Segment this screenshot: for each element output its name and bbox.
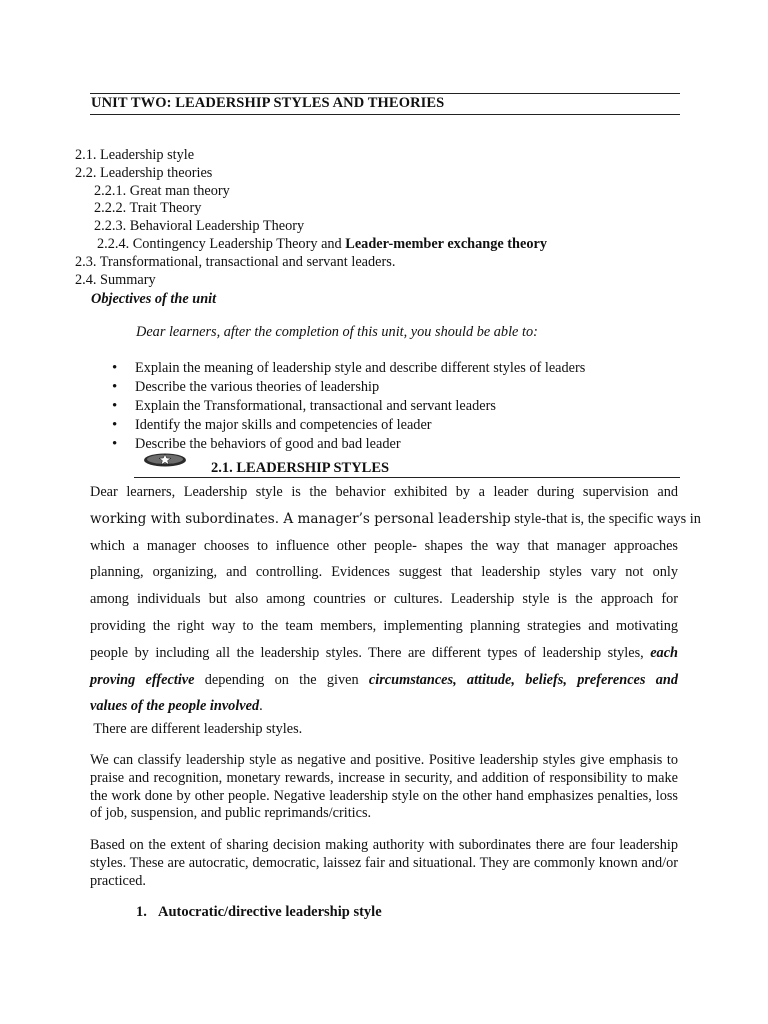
objectives-intro: Dear learners, after the completion of this unit, you should be able to: <box>136 324 538 340</box>
numbered-heading-text: Autocratic/directive leadership style <box>158 904 382 920</box>
emphasis-text: values of the people involved <box>90 698 260 715</box>
list-number: 1. <box>136 904 147 920</box>
paragraph-line: planning, organizing, and controlling. Evidences suggest that leadership styles vary not only <box>90 564 678 581</box>
numbered-heading <box>136 904 382 921</box>
emphasis-text: circumstances, attitude, beliefs, preferences and <box>368 671 678 688</box>
toc-item: 2.2.2. Trait Theory <box>94 200 202 217</box>
toc-item: 2.4. Summary <box>75 271 156 288</box>
objectives-list <box>110 359 585 454</box>
body-paragraph-2: There are different leadership styles. <box>90 721 303 737</box>
toc-item-bold-text: Leader-member exchange theory <box>345 235 547 252</box>
toc-item: 2.1. Leadership style <box>75 147 195 163</box>
body-paragraph-4: Based on the extent of sharing decision making authority with subordinates there are four leadership styles. These are autocratic, democratic, laissez fair and situational. They are commonly known and/or practiced. <box>90 837 678 889</box>
emphasis-text: each <box>650 644 678 661</box>
list-item: • Describe the behaviors of good and bad leader <box>110 435 585 454</box>
list-item: • Describe the various theories of leadership <box>110 378 585 397</box>
body-paragraph-1 <box>90 479 701 720</box>
toc-item-text: 2.2.4. Contingency Leadership Theory and <box>97 235 346 252</box>
unit-title: UNIT TWO: LEADERSHIP STYLES AND THEORIES <box>91 95 445 111</box>
paragraph-text: depending on the given <box>194 671 369 688</box>
objectives-heading: Objectives of the unit <box>91 291 217 307</box>
paragraph-line <box>90 640 678 667</box>
paragraph-line: among individuals but also among countries or cultures. Leadership style is the approach for <box>90 591 678 608</box>
paragraph-line: which a manager chooses to influence other people- shapes the way that manager approaches <box>90 537 678 554</box>
toc-item: 2.2.3. Behavioral Leadership Theory <box>94 218 305 235</box>
paragraph-line <box>90 693 678 720</box>
toc-item: 2.2. Leadership theories <box>75 164 213 181</box>
paragraph-line: Dear learners, Leadership style is the behavior exhibited by a leader during supervision and <box>90 484 678 500</box>
list-item: • Identify the major skills and competencies of leader <box>110 416 585 435</box>
emphasis-text: proving effective <box>90 671 195 688</box>
title-bottom-rule <box>90 114 680 115</box>
handwritten-text: working with subordinates. A manager’s personal leadership <box>90 510 511 527</box>
paragraph-line <box>90 506 701 533</box>
paragraph-line <box>90 667 678 694</box>
paragraph-text: people by including all the leadership styles. There are different types of leadership styles, <box>90 644 651 661</box>
body-paragraph-3: We can classify leadership style as negative and positive. Positive leadership styles give emphasis to praise and recognition, monetary rewards, increase in security, and addition of responsibility to make the work done by other people. Negative leadership style on the other hand emphasizes penalties, loss of job, suspension, and public reprimands/critics. <box>90 752 678 822</box>
paragraph-text: style-that is, the specific ways in <box>510 510 701 527</box>
section-rule <box>134 477 680 478</box>
list-item: • Explain the Transformational, transactional and servant leaders <box>110 397 585 416</box>
toc-item: 2.3. Transformational, transactional and servant leaders. <box>75 253 396 270</box>
section-heading: 2.1. LEADERSHIP STYLES <box>211 460 390 476</box>
star-badge-icon <box>143 453 187 467</box>
paragraph-text: . <box>259 698 263 715</box>
title-top-rule <box>90 93 680 94</box>
toc-item: 2.2.1. Great man theory <box>94 182 230 199</box>
table-of-contents <box>75 147 547 289</box>
toc-item <box>75 236 547 254</box>
paragraph-line: providing the right way to the team members, implementing planning strategies and motivating <box>90 617 678 634</box>
list-item: • Explain the meaning of leadership style and describe different styles of leaders <box>110 359 585 378</box>
